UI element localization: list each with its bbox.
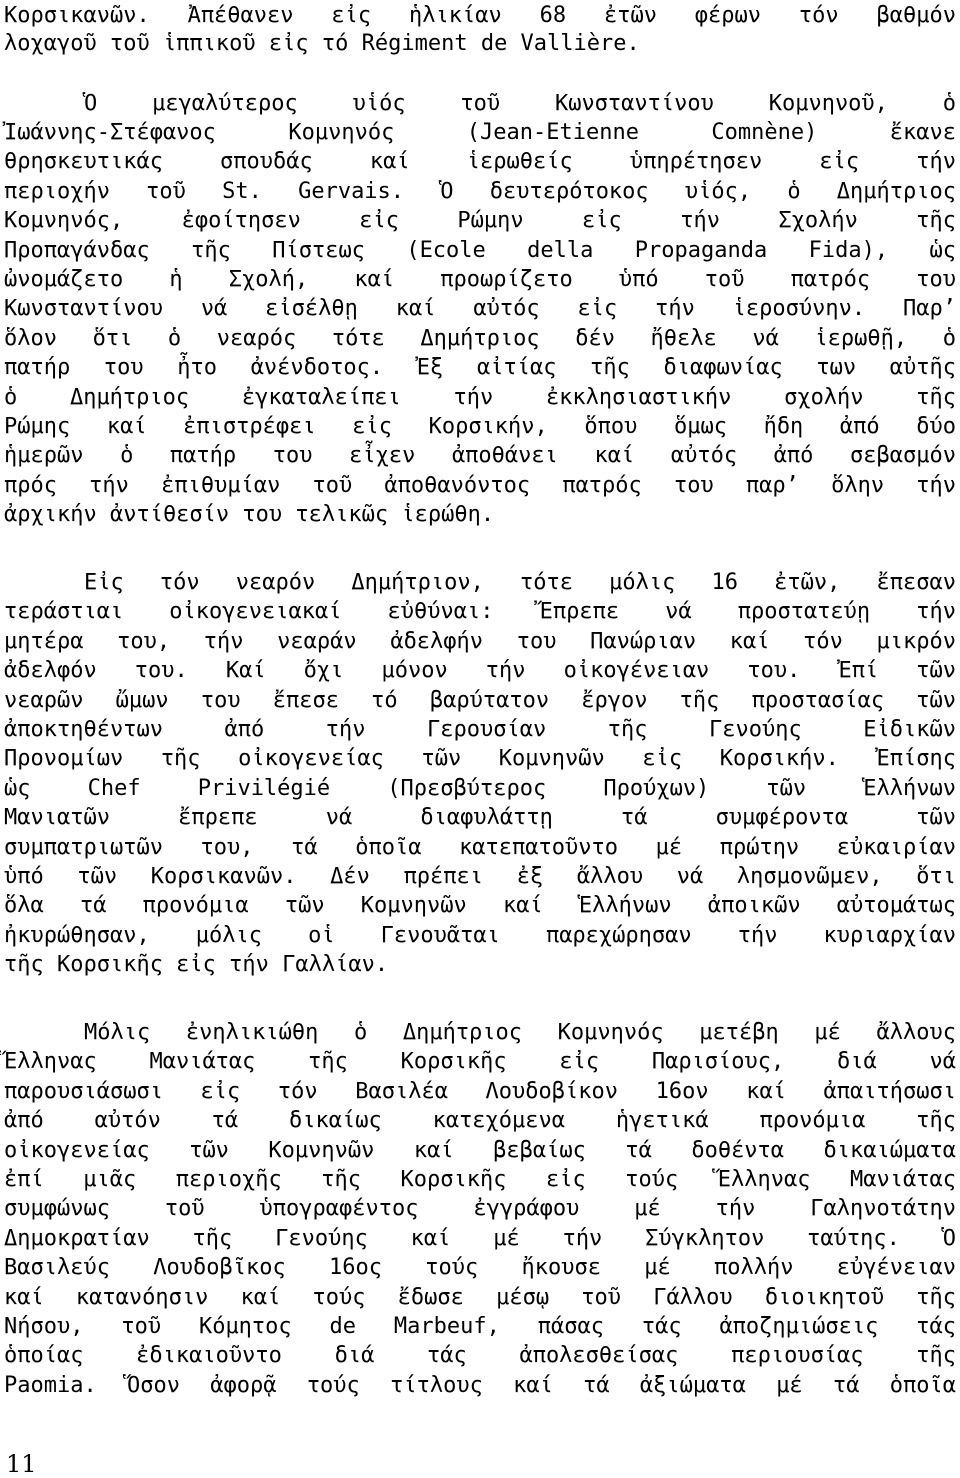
text-line: Κομνηνός, ἐφοίτησεν εἰς Ρώμην εἰς τήν Σχολήν τῆς: [4, 208, 956, 233]
text-line: Μόλις ἐνηλικιώθη ὁ Δημήτριος Κομνηνός μετέβη μέ ἄλλους: [84, 1020, 956, 1045]
text-line: Κωνσταντίνου νά εἰσέλθῃ καί αὐτός εἰς τήν ἱεροσύνην. Παρ’: [4, 296, 956, 321]
text-line: Ρώμης καί ἐπιστρέφει εἰς Κορσικήν, ὅπου ὅμως ἤδη ἀπό δύο: [4, 414, 956, 439]
text-line: ὠνομάζετο ἡ Σχολή, καί προωρίζετο ὑπό τοῦ πατρός του: [4, 267, 956, 292]
text-line: πρός τήν ἐπιθυμίαν τοῦ ἀποθανόντος πατρός του παρ’ ὅλην τήν: [4, 473, 956, 498]
text-line: ὅλα τά προνόμια τῶν Κομνηνῶν καί Ἑλλήνων ἀποικῶν αὐτομάτως: [4, 893, 956, 918]
text-line: λοχαγοῦ τοῦ ἱππικοῦ εἰς τό Régiment de Vallière.: [4, 31, 640, 56]
text-line: τῆς Κορσικῆς εἰς τήν Γαλλίαν.: [4, 952, 389, 977]
text-line: ἀδελφόν του. Καί ὄχι μόνον τήν οἰκογένειαν του. Ἐπί τῶν: [4, 658, 956, 683]
text-line: συμπατριωτῶν του, τά ὁποῖα κατεπατοῦντο μέ πρώτην εὐκαιρίαν: [4, 835, 956, 860]
text-line: Εἰς τόν νεαρόν Δημήτριον, τότε μόλις 16 ἐτῶν, ἔπεσαν: [84, 570, 956, 595]
text-line: μητέρα του, τήν νεαράν ἀδελφήν του Πανώριαν καί τόν μικρόν: [4, 629, 956, 654]
text-line: ὡς Chef Privilégié (Πρεσβύτερος Πρoύχων) τῶν Ἑλλήνων: [4, 776, 956, 801]
text-line: παρουσιάσωσι εἰς τόν Βασιλέα Λουδοβίκον 16ον καί ἀπαιτήσωσι: [4, 1079, 956, 1104]
text-line: ἡμερῶν ὁ πατήρ του εἶχεν ἀποθάνει καί αὐτός ἀπό σεβασμόν: [4, 443, 956, 468]
text-line: ἀποκτηθέντων ἀπό τήν Γερουσίαν τῆς Γενούης Εἰδικῶν: [4, 717, 956, 742]
text-line: πατήρ του ἦτο ἀνένδοτος. Ἐξ αἰτίας τῆς διαφωνίας των αὐτῆς: [4, 355, 956, 380]
page-number: 11: [6, 1450, 37, 1478]
text-line: οἰκογενείας τῶν Κομνηνῶν καί βεβαίως τά δοθέντα δικαιώματα: [4, 1138, 956, 1163]
text-line: νεαρῶν ὤμων του ἔπεσε τό βαρύτατον ἔργον τῆς προστασίας τῶν: [4, 688, 956, 713]
text-line: Ἰωάννης-Στέφανος Κομνηνός (Jean-Etienne Comnène) ἔκανε: [4, 120, 956, 145]
text-line: Ἕλληνας Μανιάτας τῆς Κορσικῆς εἰς Παρισίους, διά νά: [4, 1049, 956, 1074]
text-line: ὅλον ὅτι ὁ νεαρός τότε Δημήτριος δέν ἤθελε νά ἱερωθῇ, ὁ: [4, 326, 956, 351]
text-line: Προνομίων τῆς οἰκογενείας τῶν Κομνηνῶν εἰς Κορσικήν. Ἐπίσης: [4, 746, 956, 771]
text-line: Προπαγάνδας τῆς Πίστεως (Ecole della Propaganda Fida), ὡς: [4, 238, 956, 263]
text-line: τεράστιαι οἰκογενειακαί εὐθύναι: Ἔπρεπε νά προστατεύῃ τήν: [4, 599, 956, 624]
text-line: Μανιατῶν ἔπρεπε νά διαφυλάττῃ τά συμφέροντα τῶν: [4, 805, 956, 830]
text-line: ἀπό αὐτόν τά δικαίως κατεχόμενα ἡγετικά προνόμια τῆς: [4, 1108, 956, 1133]
text-line: συμφώνως τοῦ ὑπογραφέντος ἐγγράφου μέ τήν Γαληνοτάτην: [4, 1196, 956, 1221]
text-line: ἐπί μιᾶς περιοχῆς τῆς Κορσικῆς εἰς τούς Ἕλληνας Μανιάτας: [4, 1167, 956, 1192]
text-line: Κορσικανῶν. Ἀπέθανεν εἰς ἡλικίαν 68 ἐτῶν φέρων τόν βαθμόν: [4, 3, 956, 28]
text-line: Βασιλεύς Λουδοβῖκος 16ος τούς ἤκουσε μέ πολλήν εὐγένειαν: [4, 1255, 956, 1280]
text-line: ὁποίας ἐδικαιοῦντο διά τάς ἀπολεσθείσας περιουσίας τῆς: [4, 1343, 956, 1368]
text-line: καί κατανόησιν καί τούς ἔδωσε μέσῳ τοῦ Γάλλου διοικητοῦ τῆς: [4, 1285, 956, 1310]
text-line: ὑπό τῶν Κορσικανῶν. Δέν πρέπει ἐξ ἄλλου νά λησμονῶμεν, ὅτι: [4, 864, 956, 889]
text-line: ὁ Δημήτριος ἐγκαταλείπει τήν ἐκκλησιαστικήν σχολήν τῆς: [4, 385, 956, 410]
text-line: Ὁ μεγαλύτερος υἱός τοῦ Κωνσταντίνου Κομνηνοῦ, ὁ: [84, 91, 956, 116]
text-line: Νήσου, τοῦ Κόμητος de Marbeuf, πάσας τάς ἀποζημιώσεις τάς: [4, 1314, 956, 1339]
text-line: Paomia. Ὅσον ἀφορᾷ τούς τίτλους καί τά ἀξιώματα μέ τά ὁποῖα: [4, 1373, 956, 1398]
text-line: Δημοκρατίαν τῆς Γενούης καί μέ τήν Σύγκλητον ταύτης. Ὁ: [4, 1226, 956, 1251]
text-line: θρησκευτικάς σπουδάς καί ἱερωθείς ὑπηρέτησεν εἰς τήν: [4, 149, 956, 174]
text-line: ἠκυρώθησαν, μόλις οἱ Γενουᾶται παρεχώρησαν τήν κυριαρχίαν: [4, 923, 956, 948]
text-line: ἀρχικήν ἀντίθεσίν του τελικῶς ἱερώθη.: [4, 502, 495, 527]
text-line: περιοχήν τοῦ St. Gervais. Ὁ δευτερότοκος υἱός, ὁ Δημήτριος: [4, 179, 956, 204]
